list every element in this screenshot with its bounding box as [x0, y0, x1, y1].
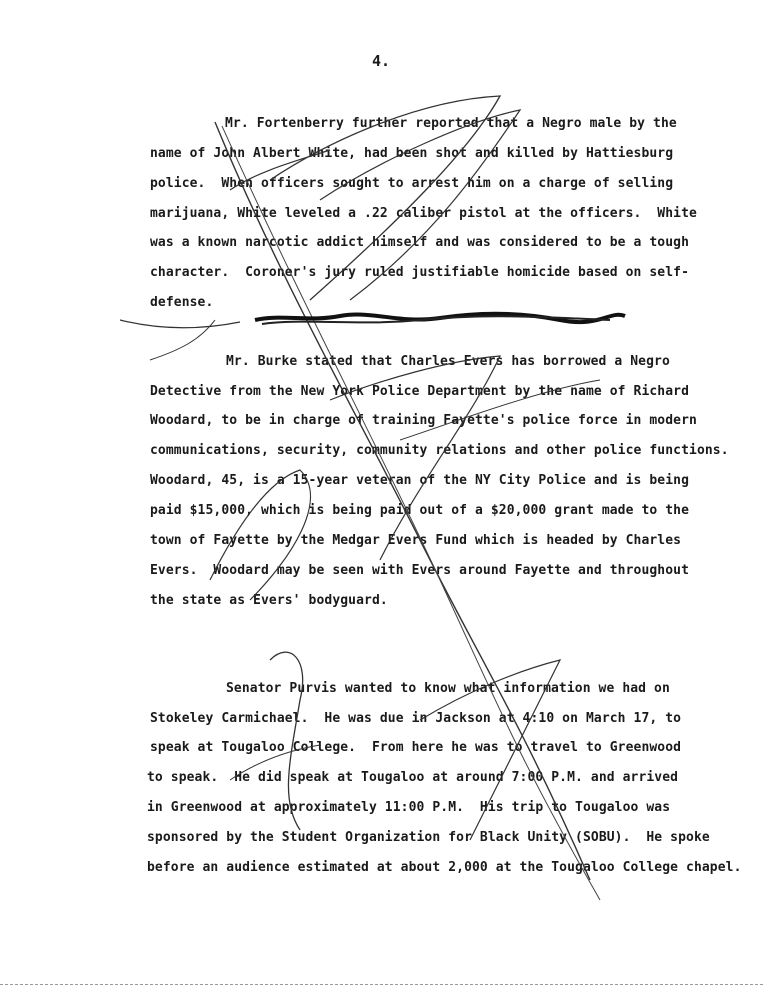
scribbled-out-text-2 [262, 316, 610, 324]
paragraph-3-line-6: sponsored by the Student Organization for Black Unity (SOBU). He spoke [147, 830, 710, 845]
paragraph-3-line-5: in Greenwood at approximately 11:00 P.M. His trip to Tougaloo was [147, 800, 671, 815]
paragraph-3-line-4: to speak. He did speak at Tougaloo at around 7:00 P.M. and arrived [147, 770, 679, 785]
paragraph-2-line-7: town of Fayette by the Medgar Evers Fund which is headed by Charles [150, 533, 682, 548]
margin-scribble-2 [150, 320, 215, 360]
paragraph-3-line-1: Senator Purvis wanted to know what information we had on [226, 681, 670, 696]
paragraph-1-line-5: was a known narcotic addict himself and was considered to be a tough [150, 235, 690, 250]
margin-scribble [120, 320, 240, 328]
bottom-edge-line [0, 984, 763, 986]
paragraph-3-line-2: Stokeley Carmichael. He was due in Jackson at 4:10 on March 17, to [150, 711, 682, 726]
paragraph-3-line-3: speak at Tougaloo College. From here he was to travel to Greenwood [150, 740, 682, 755]
paragraph-2-line-8: Evers. Woodard may be seen with Evers around Fayette and throughout [150, 563, 690, 578]
paragraph-2-line-4: communications, security, community relations and other police functions. [150, 443, 729, 458]
paragraph-2-line-6: paid $15,000, which is being paid out of a $20,000 grant made to the [150, 503, 690, 518]
paragraph-2-line-5: Woodard, 45, is a 15-year veteran of the NY City Police and is being [150, 473, 690, 488]
page-number: 4. [372, 52, 391, 70]
paragraph-1-line-3: police. When officers sought to arrest him on a charge of selling [150, 176, 674, 191]
paragraph-1-line-4: marijuana, White leveled a .22 caliber pistol at the officers. White [150, 206, 697, 221]
paragraph-1-line-1: Mr. Fortenberry further reported that a Negro male by the [225, 116, 677, 131]
scribbled-out-text [255, 314, 625, 322]
paragraph-2-line-9: the state as Evers' bodyguard. [150, 593, 388, 608]
paragraph-2-line-3: Woodard, to be in charge of training Fayette's police force in modern [150, 413, 697, 428]
paragraph-3-line-7: before an audience estimated at about 2,000 at the Tougaloo College chapel. [147, 860, 742, 875]
paragraph-1-line-6: character. Coroner's jury ruled justifiable homicide based on self- [150, 265, 690, 280]
paragraph-1-line-2: name of John Albert White, had been shot and killed by Hattiesburg [150, 146, 674, 161]
paragraph-1-line-7: defense. [150, 295, 214, 310]
paragraph-2-line-1: Mr. Burke stated that Charles Evers has borrowed a Negro [226, 354, 670, 369]
paragraph-2-line-2: Detective from the New York Police Department by the name of Richard [150, 384, 690, 399]
